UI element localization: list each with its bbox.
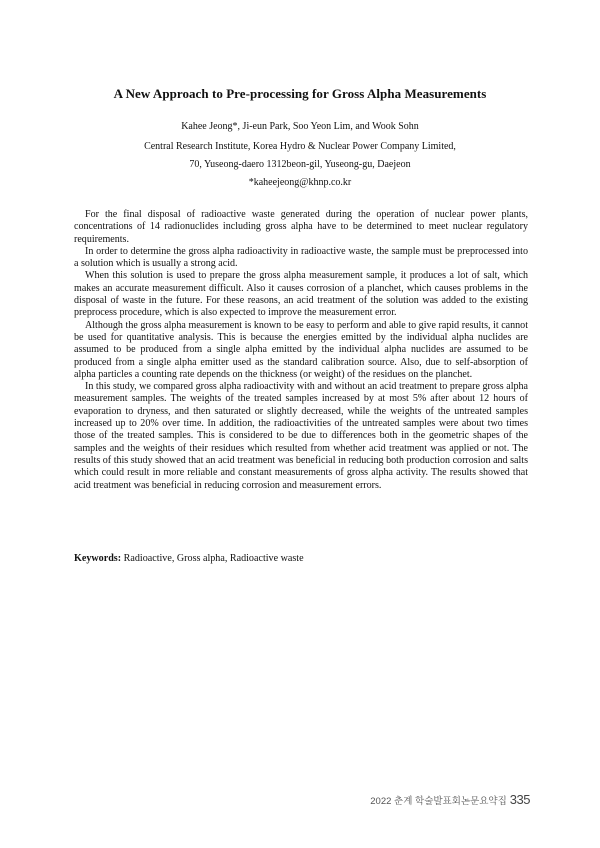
- affiliation: Central Research Institute, Korea Hydro & Nuclear Power Company Limited,: [144, 141, 456, 152]
- abstract-paragraph: For the final disposal of radioactive waste generated during the operation of nuclear power plants, concentrations of 14 radionuclides including gross alpha have to be determined to meet nuclear regulatory requirements.: [74, 209, 528, 245]
- abstract-body: [74, 209, 528, 492]
- author-list: Kahee Jeong*, Ji-eun Park, Soo Yeon Lim, and Wook Sohn: [181, 121, 419, 132]
- proceedings-title: 2022 춘계 학술발표회논문요약집: [370, 796, 507, 807]
- page-footer: [370, 792, 530, 807]
- keywords-line: [74, 553, 528, 564]
- paper-title: A New Approach to Pre-processing for Gross Alpha Measurements: [113, 86, 487, 101]
- address: 70, Yuseong-daero 1312beon-gil, Yuseong-gu, Daejeon: [189, 159, 411, 170]
- keywords-value: Radioactive, Gross alpha, Radioactive waste: [121, 553, 304, 564]
- abstract-paragraph: Although the gross alpha measurement is known to be easy to perform and able to give rapid results, it cannot be used for quantitative analysis. This is because the energies emitted by the individual alpha nuclides are assumed to be produced from a single alpha emitted by the individual alpha nuclides are assumed to be produced from a single alpha emitter used as the standard calibration source. Also, due to self-absorption of alpha particles a counting rate depends on the thickness (or weight) of the residues on the planchet.: [74, 319, 528, 380]
- abstract-paragraph: In this study, we compared gross alpha radioactivity with and without an acid treatment to prepare gross alpha measurement samples. The weights of the treated samples increased by at most 5% after about 12 hours of evaporation to dryness, and then saturated or slightly decreased, while the weights of the untreated samples increased up to 20% over time. In addition, the radioactivities of the untreated samples were about two times those of the treated samples. This is considered to be due to differences both in the geometric shapes of the samples and the weights of their residues which resulted from whether acid treatment was applied or not. The results of this study showed that an acid treatment was beneficial in reducing both production corrosion and salts which could result in more reliable and constant measurements of gross alpha activity. The results showed that acid treatment was beneficial in reducing corrosion and measurement errors.: [74, 381, 528, 491]
- page-number: 335: [509, 792, 530, 807]
- corresponding-email: *kaheejeong@khnp.co.kr: [248, 177, 352, 188]
- abstract-paragraph: When this solution is used to prepare the gross alpha measurement sample, it produces a lot of salt, which makes an accurate measurement difficult. Also it causes corrosion of a planchet, which causes problems in the disposal of waste in the future. For these reasons, an acid treatment of the solution was added to the existing preprocess procedure, which is also expected to improve the measurement error.: [74, 270, 528, 319]
- abstract-paragraph: In order to determine the gross alpha radioactivity in radioactive waste, the sample must be preprocessed into a solution which is usually a strong acid.: [74, 245, 528, 270]
- keywords-label: Keywords:: [74, 553, 122, 564]
